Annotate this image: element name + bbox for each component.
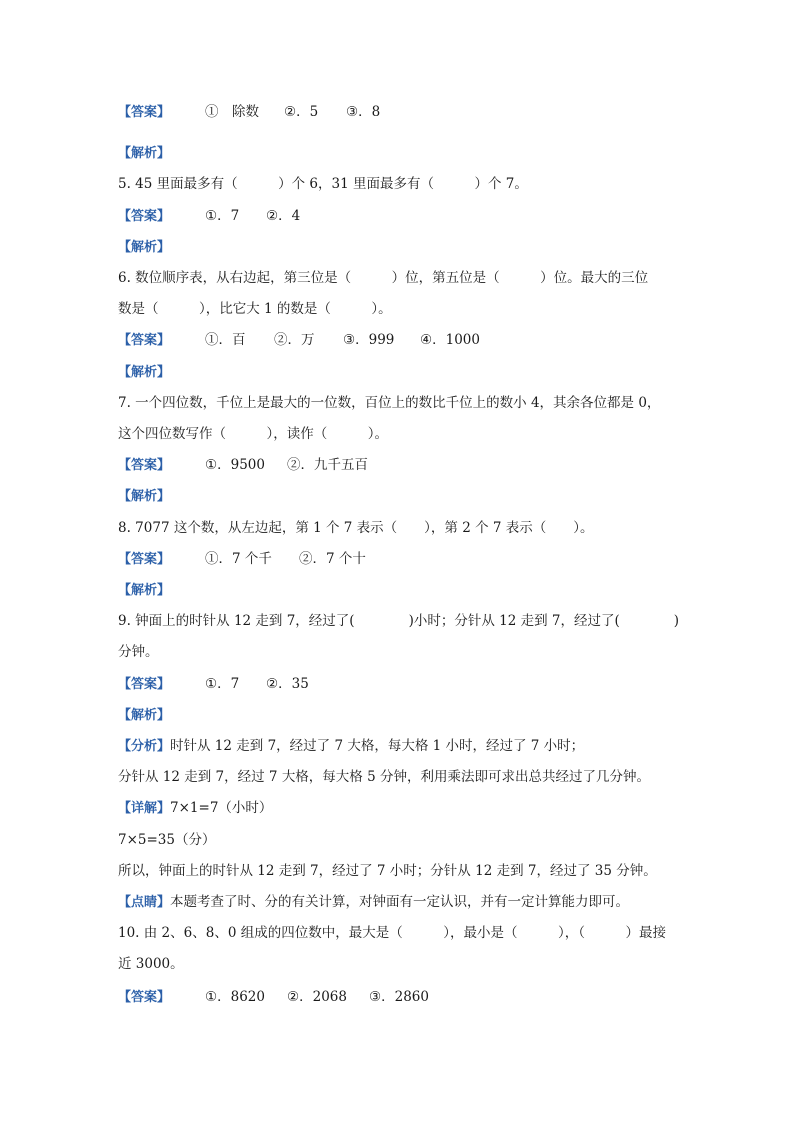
question-5: 5. 45 里面最多有（ ）个 6，31 里面最多有（ ）个 7。 bbox=[118, 176, 528, 192]
dianjing-label: 【点睛】 bbox=[118, 895, 171, 910]
answer-row-prev bbox=[118, 103, 170, 122]
answer-item: ④．1000 bbox=[420, 332, 480, 348]
question-6-line-2: 数是（ ），比它大 1 的数是（ ）。 bbox=[118, 301, 392, 317]
answer-row-q7 bbox=[118, 456, 170, 475]
answer-item: ②．35 bbox=[266, 676, 309, 692]
answer-item: ②．万 bbox=[274, 332, 315, 348]
question-10-line-1: 10. 由 2、6、8、0 组成的四位数中，最大是（ ），最小是（ ），（ ）最接 bbox=[118, 925, 666, 941]
dianjing-text: 本题考查了时、分的有关计算，对钟面有一定认识，并有一定计算能力即可。 bbox=[170, 894, 630, 910]
question-8: 8. 7077 这个数，从左边起，第 1 个 7 表示（ ），第 2 个 7 表示（ ）。 bbox=[118, 520, 594, 536]
fenxi-text-1: 时针从 12 走到 7，经过了 7 大格，每大格 1 小时，经过了 7 小时； bbox=[170, 738, 585, 754]
answer-row-q9 bbox=[118, 675, 170, 694]
answer-row-q10 bbox=[118, 988, 170, 1007]
answer-row-q6 bbox=[118, 331, 170, 350]
analysis-label-row bbox=[118, 581, 170, 600]
analysis-label: 【解析】 bbox=[118, 365, 171, 380]
answer-label: 【答案】 bbox=[118, 333, 171, 348]
fenxi-text-2: 分针从 12 走到 7，经过 7 大格，每大格 5 分钟，利用乘法即可求出总共经过了几分钟。 bbox=[118, 769, 650, 785]
answer-item: ③．8 bbox=[346, 104, 381, 120]
analysis-label-row bbox=[118, 487, 170, 506]
dianjing-row bbox=[118, 893, 629, 912]
xiangjie-text-2: 7×5=35（分） bbox=[118, 832, 216, 848]
question-9-line-2: 分钟。 bbox=[118, 644, 159, 660]
analysis-label: 【解析】 bbox=[118, 489, 171, 504]
question-7-line-2: 这个四位数写作（ ），读作（ ）。 bbox=[118, 426, 388, 442]
analysis-label-row bbox=[118, 238, 170, 257]
answer-item: ①．百 bbox=[205, 332, 246, 348]
analysis-label-row bbox=[118, 363, 170, 382]
answer-item: ②．7 个十 bbox=[299, 551, 366, 567]
analysis-label: 【解析】 bbox=[118, 146, 171, 161]
answer-item: ③．2860 bbox=[369, 989, 429, 1005]
analysis-label-row bbox=[118, 706, 170, 725]
answer-label: 【答案】 bbox=[118, 458, 171, 473]
answer-item: ①．7 个千 bbox=[205, 551, 272, 567]
answer-item: ②．2068 bbox=[287, 989, 347, 1005]
answer-label: 【答案】 bbox=[118, 990, 171, 1005]
answer-item: ③．999 bbox=[343, 332, 395, 348]
fenxi-label: 【分析】 bbox=[118, 739, 171, 754]
answer-item: ①．7 bbox=[205, 676, 240, 692]
question-7-line-1: 7. 一个四位数，千位上是最大的一位数，百位上的数比千位上的数小 4，其余各位都是 0， bbox=[118, 395, 661, 411]
answer-row-q5 bbox=[118, 207, 170, 226]
answer-row-q8 bbox=[118, 550, 170, 569]
fenxi-row bbox=[118, 737, 584, 756]
question-6-line-1: 6. 数位顺序表，从右边起，第三位是（ ）位，第五位是（ ）位。最大的三位 bbox=[118, 270, 649, 286]
answer-label: 【答案】 bbox=[118, 209, 171, 224]
analysis-label-row bbox=[118, 144, 170, 163]
analysis-label: 【解析】 bbox=[118, 583, 171, 598]
question-10-line-2: 近 3000。 bbox=[118, 956, 184, 972]
answer-item: ②．4 bbox=[266, 208, 301, 224]
answer-item: ②．5 bbox=[284, 104, 319, 120]
answer-label: 【答案】 bbox=[118, 105, 171, 120]
answer-item: ①．7 bbox=[205, 208, 240, 224]
answer-label: 【答案】 bbox=[118, 552, 171, 567]
xiangjie-row bbox=[118, 799, 272, 818]
analysis-label: 【解析】 bbox=[118, 240, 171, 255]
answer-item: ① 除数 bbox=[205, 104, 259, 120]
xiangjie-text-3: 所以，钟面上的时针从 12 走到 7，经过了 7 小时；分针从 12 走到 7，经过了 35 分钟。 bbox=[118, 863, 657, 879]
question-9-line-1: 9. 钟面上的时针从 12 走到 7，经过了( )小时；分针从 12 走到 7，经过了( ) bbox=[118, 613, 680, 629]
answer-label: 【答案】 bbox=[118, 677, 171, 692]
answer-item: ②．九千五百 bbox=[287, 457, 368, 473]
answer-item: ①．9500 bbox=[205, 457, 265, 473]
analysis-label: 【解析】 bbox=[118, 708, 171, 723]
xiangjie-text-1: 7×1=7（小时） bbox=[170, 800, 273, 816]
xiangjie-label: 【详解】 bbox=[118, 801, 171, 816]
answer-item: ①．8620 bbox=[205, 989, 265, 1005]
